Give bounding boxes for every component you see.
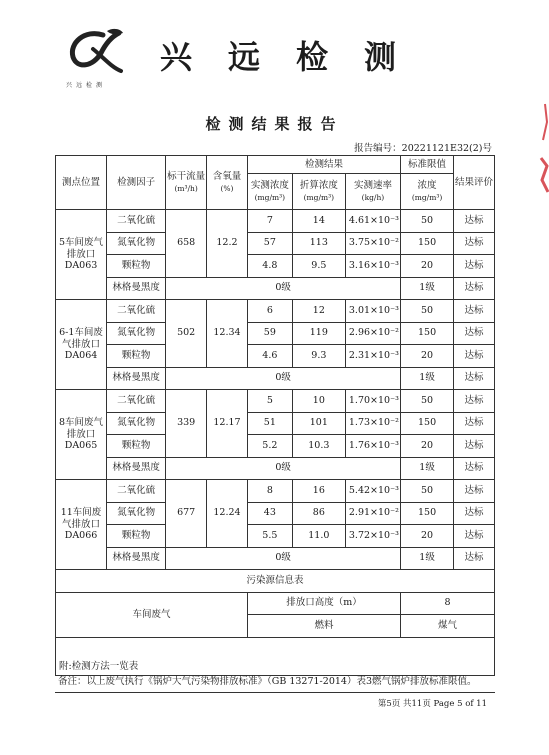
fuel-label: 燃料 — [247, 615, 400, 638]
limit-cell: 150 — [401, 412, 454, 435]
table-row — [56, 322, 495, 345]
table-row — [56, 367, 495, 390]
source-info-row — [56, 592, 495, 615]
verdict-cell: 达标 — [454, 322, 495, 345]
rate-cell: 3.16×10⁻³ — [345, 255, 400, 278]
table-row — [56, 345, 495, 368]
methods-row — [56, 637, 495, 675]
report-title: 检测结果报告 — [205, 115, 344, 133]
oxygen-cell: 12.34 — [207, 300, 248, 368]
verdict-cell: 达标 — [454, 345, 495, 368]
measured-cell: 59 — [247, 322, 292, 345]
verdict-cell: 达标 — [454, 210, 495, 233]
converted-cell: 113 — [292, 232, 345, 255]
table-row — [56, 502, 495, 525]
limit-cell: 20 — [401, 525, 454, 548]
page-number: 第5页 共11页 Page 5 of 11 — [377, 699, 487, 709]
table-row — [56, 232, 495, 255]
report-number: 报告编号：20221121E32(2)号 — [354, 143, 492, 154]
source-info-title-row — [56, 570, 495, 593]
location-cell: 11车间废气排放口DA066 — [56, 480, 107, 570]
location-cell: 8车间废气排放口DA065 — [56, 390, 107, 480]
blackness-result-cell: 0级 — [166, 277, 401, 300]
converted-cell: 10 — [292, 390, 345, 413]
header-location: 测点位置 — [56, 156, 107, 210]
header-standard-conc: 浓度 (mg/m³) — [401, 174, 454, 210]
factor-cell: 二氧化硫 — [107, 390, 166, 413]
measured-cell: 4.6 — [247, 345, 292, 368]
measured-cell: 6 — [247, 300, 292, 323]
header-flow: 标干流量 (m³/h) — [166, 156, 207, 210]
factor-cell: 二氧化硫 — [107, 210, 166, 233]
limit-cell: 20 — [401, 435, 454, 458]
measured-cell: 4.8 — [247, 255, 292, 278]
logo-caption: 兴远检测 — [66, 82, 107, 89]
rate-cell: 3.01×10⁻³ — [345, 300, 400, 323]
converted-cell: 119 — [292, 322, 345, 345]
factor-cell: 林格曼黑度 — [107, 547, 166, 570]
rate-cell: 1.73×10⁻² — [345, 412, 400, 435]
measured-cell: 5.5 — [247, 525, 292, 548]
factor-cell: 二氧化硫 — [107, 480, 166, 503]
limit-cell: 50 — [401, 210, 454, 233]
header-rate: 实测速率 (kg/h) — [345, 174, 400, 210]
table-row — [56, 390, 495, 413]
factor-cell: 林格曼黑度 — [107, 277, 166, 300]
table-row — [56, 255, 495, 278]
verdict-cell: 达标 — [454, 457, 495, 480]
converted-cell: 101 — [292, 412, 345, 435]
limit-cell: 1级 — [401, 367, 454, 390]
factor-cell: 颗粒物 — [107, 435, 166, 458]
fuel-value: 煤气 — [401, 615, 495, 638]
limit-cell: 150 — [401, 322, 454, 345]
converted-cell: 9.5 — [292, 255, 345, 278]
header-row-1 — [56, 156, 495, 174]
limit-cell: 20 — [401, 345, 454, 368]
location-cell: 5车间废气排放口DA063 — [56, 210, 107, 300]
factor-cell: 氮氧化物 — [107, 412, 166, 435]
limit-cell: 150 — [401, 232, 454, 255]
verdict-cell: 达标 — [454, 412, 495, 435]
footer-divider — [55, 692, 495, 693]
measured-cell: 7 — [247, 210, 292, 233]
blackness-result-cell: 0级 — [166, 367, 401, 390]
verdict-cell: 达标 — [454, 232, 495, 255]
limit-cell: 50 — [401, 390, 454, 413]
converted-cell: 11.0 — [292, 525, 345, 548]
table-row — [56, 210, 495, 233]
verdict-cell: 达标 — [454, 390, 495, 413]
rate-cell: 1.76×10⁻³ — [345, 435, 400, 458]
blackness-result-cell: 0级 — [166, 457, 401, 480]
measured-cell: 57 — [247, 232, 292, 255]
rate-cell: 3.75×10⁻² — [345, 232, 400, 255]
factor-cell: 二氧化硫 — [107, 300, 166, 323]
measured-cell: 5.2 — [247, 435, 292, 458]
converted-cell: 14 — [292, 210, 345, 233]
table-row — [56, 412, 495, 435]
header-oxygen: 含氧量 (%) — [207, 156, 248, 210]
rate-cell: 1.70×10⁻³ — [345, 390, 400, 413]
results-table — [55, 155, 495, 676]
table-row — [56, 435, 495, 458]
verdict-cell: 达标 — [454, 502, 495, 525]
oxygen-cell: 12.2 — [207, 210, 248, 278]
header-converted: 折算浓度 (mg/m³) — [292, 174, 345, 210]
rate-cell: 2.91×10⁻² — [345, 502, 400, 525]
rate-cell: 2.96×10⁻² — [345, 322, 400, 345]
remark-note: 备注：以上废气执行《锅炉大气污染物排放标准》（GB 13271-2014）表3燃气锅炉排放标准限值。 — [58, 676, 477, 687]
verdict-cell: 达标 — [454, 525, 495, 548]
header-verdict: 结果评价 — [454, 156, 495, 210]
verdict-cell: 达标 — [454, 480, 495, 503]
flow-cell: 677 — [166, 480, 207, 548]
table-row — [56, 277, 495, 300]
rate-cell: 2.31×10⁻³ — [345, 345, 400, 368]
rate-cell: 4.61×10⁻³ — [345, 210, 400, 233]
table-row — [56, 300, 495, 323]
factor-cell: 颗粒物 — [107, 345, 166, 368]
table-row — [56, 547, 495, 570]
header-factor: 检测因子 — [107, 156, 166, 210]
header-standard: 标准限值 — [401, 156, 454, 174]
verdict-cell: 达标 — [454, 367, 495, 390]
verdict-cell: 达标 — [454, 277, 495, 300]
limit-cell: 50 — [401, 300, 454, 323]
verdict-cell: 达标 — [454, 547, 495, 570]
factor-cell: 林格曼黑度 — [107, 457, 166, 480]
factor-cell: 颗粒物 — [107, 255, 166, 278]
oxygen-cell: 12.24 — [207, 480, 248, 548]
limit-cell: 150 — [401, 502, 454, 525]
factor-cell: 颗粒物 — [107, 525, 166, 548]
factor-cell: 氮氧化物 — [107, 502, 166, 525]
table-row — [56, 525, 495, 548]
location-cell: 6-1车间废气排放口DA064 — [56, 300, 107, 390]
company-name: 兴远检测 — [160, 38, 433, 76]
limit-cell: 1级 — [401, 457, 454, 480]
source-info-title: 污染源信息表 — [56, 570, 495, 593]
limit-cell: 1级 — [401, 547, 454, 570]
verdict-cell: 达标 — [454, 255, 495, 278]
table-row — [56, 457, 495, 480]
factor-cell: 氮氧化物 — [107, 232, 166, 255]
rate-cell: 5.42×10⁻³ — [345, 480, 400, 503]
header-results: 检测结果 — [247, 156, 400, 174]
blackness-result-cell: 0级 — [166, 547, 401, 570]
flow-cell: 502 — [166, 300, 207, 368]
measured-cell: 43 — [247, 502, 292, 525]
source-name-cell: 车间废气 — [56, 592, 248, 637]
factor-cell: 林格曼黑度 — [107, 367, 166, 390]
limit-cell: 1级 — [401, 277, 454, 300]
header-measured: 实测浓度 (mg/m³) — [247, 174, 292, 210]
rate-cell: 3.72×10⁻³ — [345, 525, 400, 548]
report-header — [0, 0, 549, 100]
outlet-height-value: 8 — [401, 592, 495, 615]
flow-cell: 339 — [166, 390, 207, 458]
methods-label: 附:检测方法一览表 — [56, 637, 495, 675]
converted-cell: 9.3 — [292, 345, 345, 368]
converted-cell: 16 — [292, 480, 345, 503]
converted-cell: 86 — [292, 502, 345, 525]
limit-cell: 50 — [401, 480, 454, 503]
flow-cell: 658 — [166, 210, 207, 278]
measured-cell: 8 — [247, 480, 292, 503]
verdict-cell: 达标 — [454, 435, 495, 458]
oxygen-cell: 12.17 — [207, 390, 248, 458]
table-row — [56, 480, 495, 503]
converted-cell: 10.3 — [292, 435, 345, 458]
verdict-cell: 达标 — [454, 300, 495, 323]
measured-cell: 5 — [247, 390, 292, 413]
outlet-height-label: 排放口高度（m） — [247, 592, 400, 615]
measured-cell: 51 — [247, 412, 292, 435]
factor-cell: 氮氧化物 — [107, 322, 166, 345]
converted-cell: 12 — [292, 300, 345, 323]
company-logo-icon — [63, 27, 125, 77]
limit-cell: 20 — [401, 255, 454, 278]
